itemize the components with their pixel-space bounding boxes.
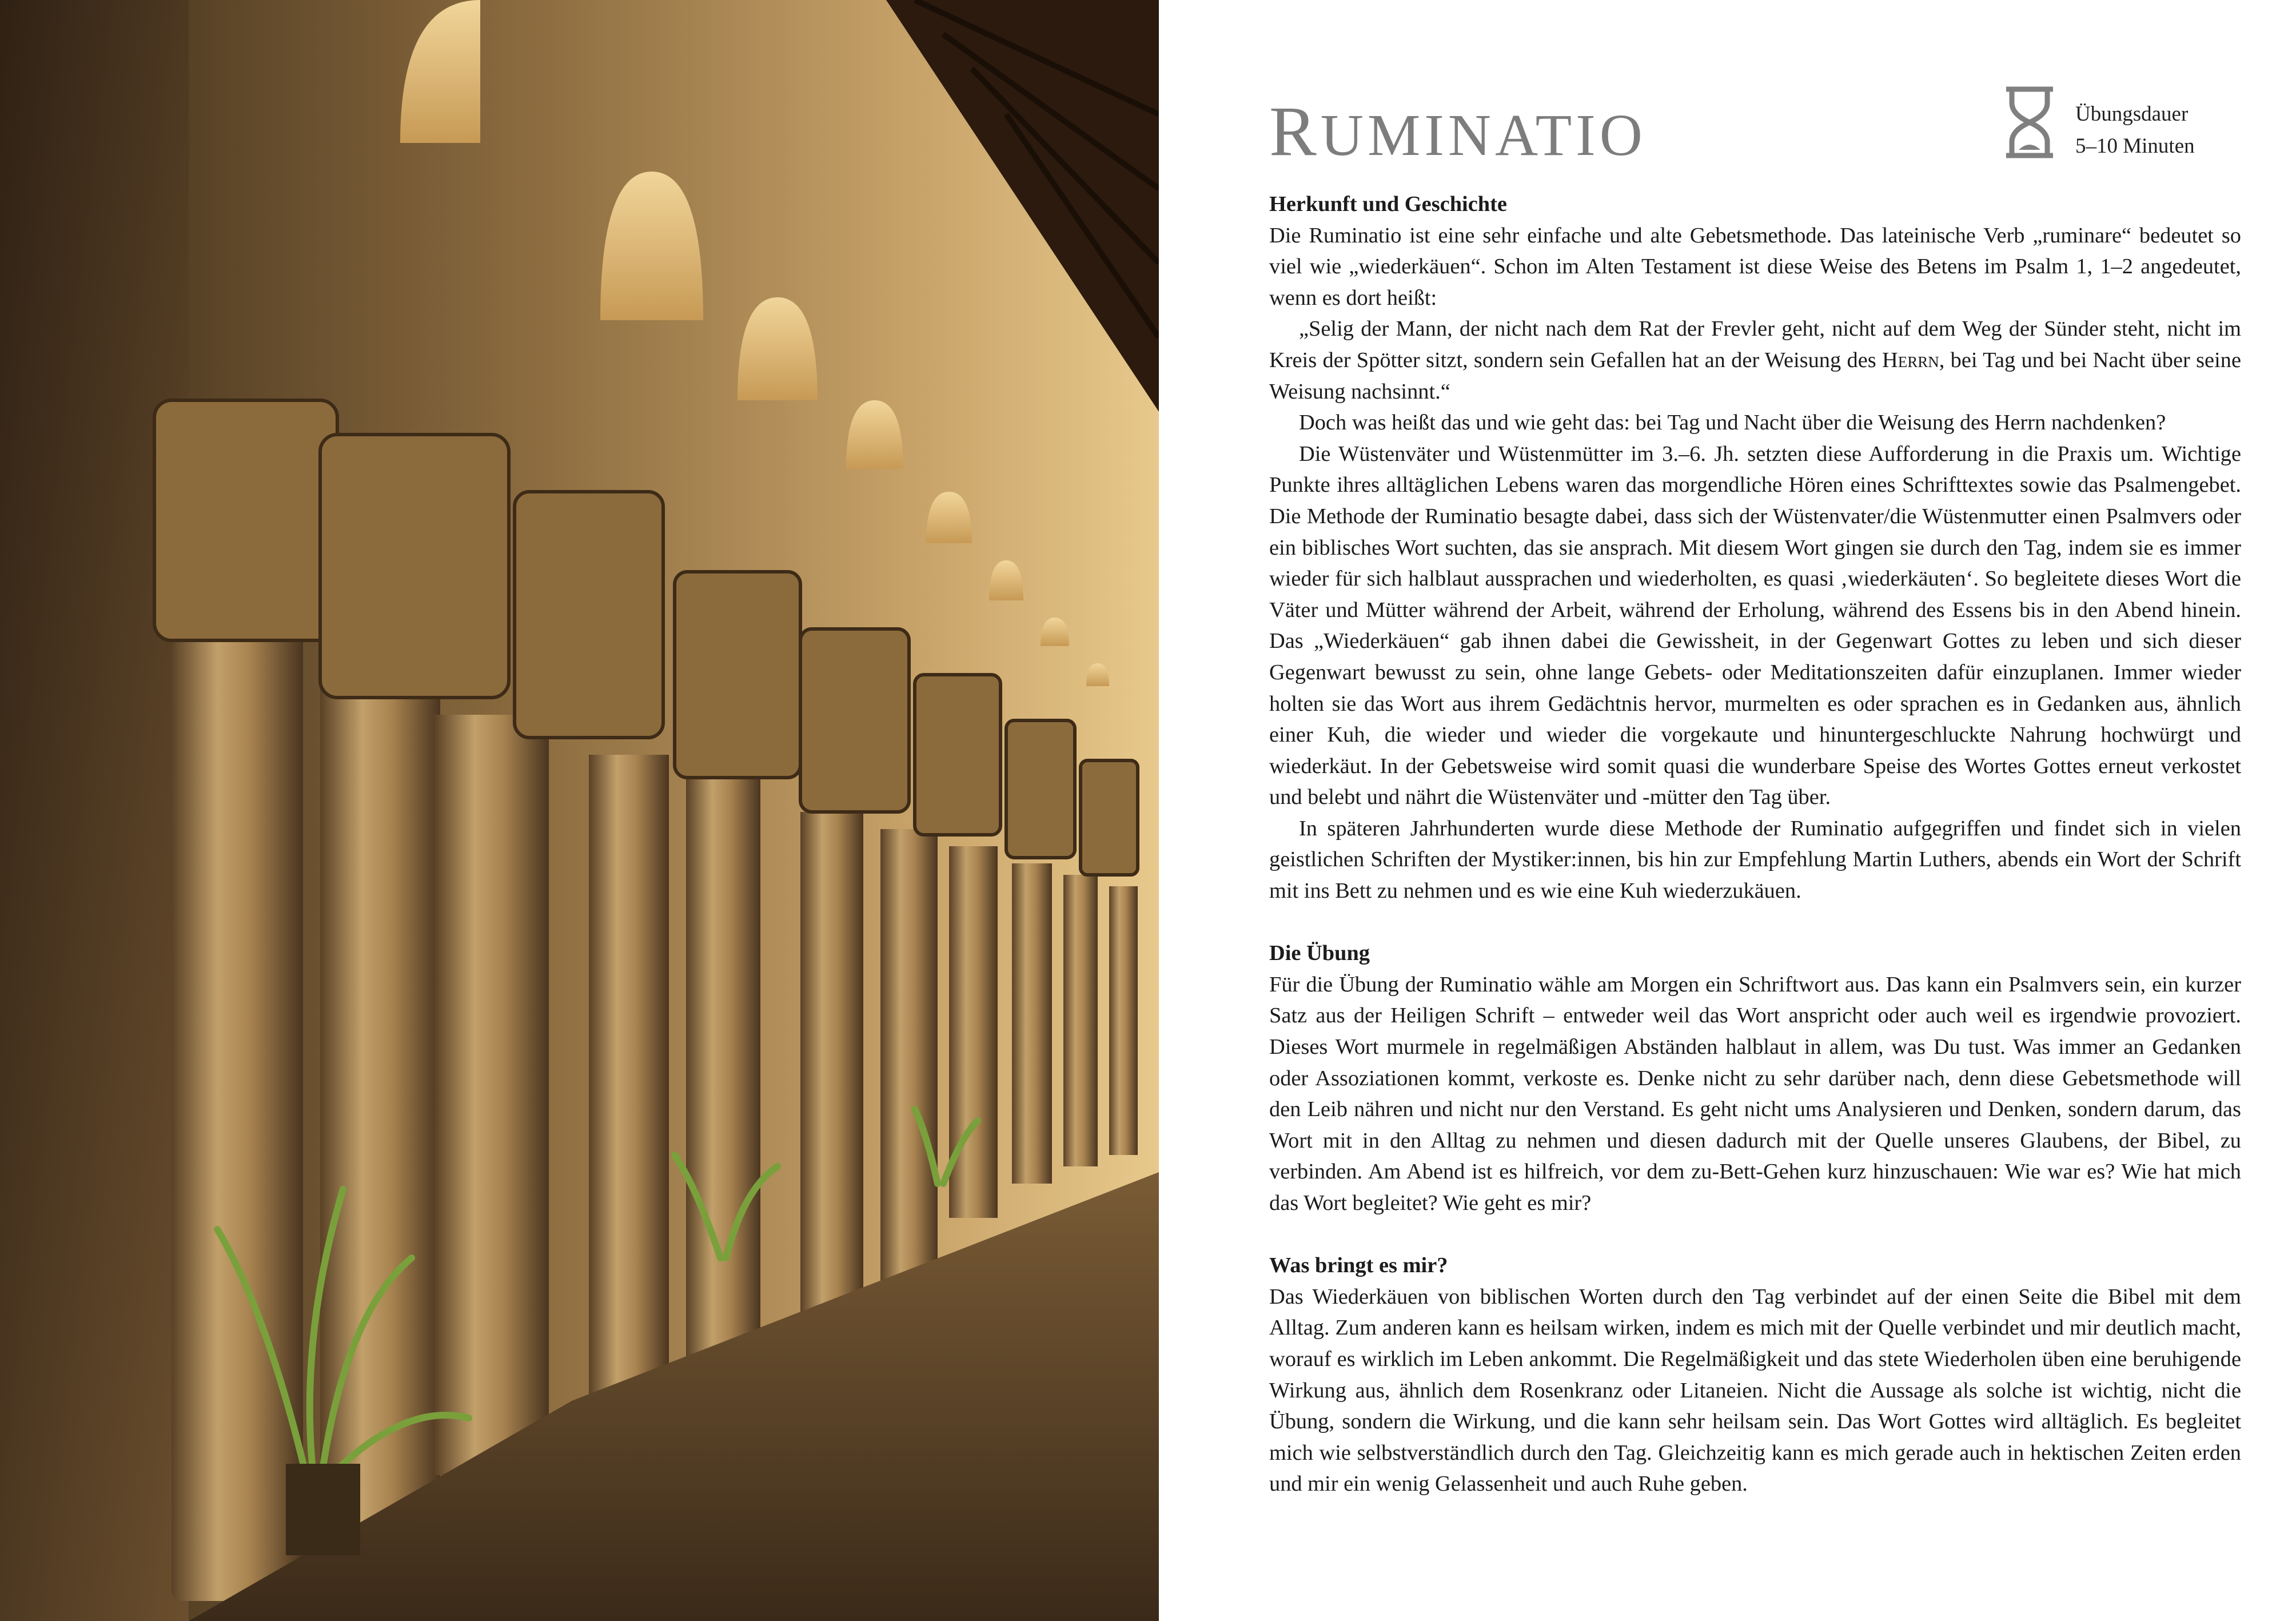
hourglass-icon <box>2004 86 2055 159</box>
section-gap <box>1269 1219 2241 1250</box>
heading-origin: Herkunft und Geschichte <box>1269 192 1507 216</box>
origin-paragraph-2: Doch was heißt das und wie geht das: bei Tag und Nacht über die Weisung des Herrn nachdenken? <box>1299 411 2166 435</box>
section-gap <box>1269 907 2241 938</box>
heading-benefit: Was bringt es mir? <box>1269 1253 1448 1278</box>
origin-paragraph-4: In späteren Jahrhunderten wurde diese Methode der Ruminatio aufgegriffen und findet sich in vielen geistlichen Schriften der Mystiker:innen, bis hin zur Empfehlung Martin Luthers, abends ein Wort der Schrift mit ins Bett zu nehmen und es wie eine Kuh wiederzukäuen. <box>1269 816 2241 903</box>
article-body <box>1269 189 2241 1500</box>
quote-part-b: , bei Tag und bei Nacht über seine Weisung nachsinnt.“ <box>1269 348 2241 404</box>
duration-label: Übungsdauer <box>2075 102 2189 126</box>
exercise-paragraph: Für die Übung der Ruminatio wähle am Morgen ein Schriftwort aus. Das kann ein Psalmvers sein, ein kurzer Satz aus der Heiligen Schrift – entweder weil das Wort anspricht oder auch weil es irgendwie provoziert. Dieses Wort murmele in regelmäßigen Abständen halblaut in allem, was Du tust. Was immer an Gedanken oder Assoziationen kommt, verkoste es. Denke nicht zu sehr darüber nach, denn diese Gebetsmethode will den Leib nähren und nicht nur den Verstand. Es geht nicht ums Analysieren und Denken, sondern darum, das Wort mit in den Alltag zu nehmen und diesen dadurch mit der Quelle unseres Glaubens, der Bibel, zu verbinden. Am Abend ist es hilfreich, vor dem zu-Bett-Gehen kurz hinzuschauen: Wie war es? Wie hat mich das Wort begleitet? Wie geht es mir? <box>1269 972 2241 1215</box>
quote-part-a: „Selig der Mann, der nicht nach dem Rat der Frevler geht, nicht auf dem Weg der Sünder steht, nicht im Kreis der Spötter sitzt, sondern sein Gefallen hat an der Weisung des <box>1269 317 2241 372</box>
heading-exercise: Die Übung <box>1269 941 1370 966</box>
duration-text <box>2075 98 2195 162</box>
benefit-paragraph: Das Wiederkäuen von biblischen Worten durch den Tag verbindet auf der einen Seite die Bibel mit dem Alltag. Zum anderen kann es heilsam wirken, indem es mich mit der Quelle verbindet und mir deutlich macht, worauf es wirklich im Leben ankommt. Die Regelmäßigkeit und das stete Wiederholen üben eine beruhigende Wirkung aus, ähnlich dem Rosenkranz oder Litaneien. Nicht die Aussage als solche ist wichtig, nicht die Übung, sondern die Wirkung, und die kann sehr heilsam sein. Das Wort Gottes wird alltäglich. Es begleitet mich wie selbstverständlich durch den Tag. Gleichzeitig kann es mich gerade auch in hektischen Zeiten erden und mir ein wenig Gelassenheit und auch Ruhe geben. <box>1269 1284 2241 1496</box>
psalm-quote <box>1269 313 2241 407</box>
duration-box <box>2004 86 2244 166</box>
duration-value: 5–10 Minuten <box>2075 134 2195 158</box>
page-title: RUMINATIO <box>1269 92 1647 170</box>
origin-paragraph-3: Die Wüstenväter und Wüstenmütter im 3.–6. Jh. setzten diese Aufforderung in die Praxis um. Wichtige Punkte ihres alltäglichen Lebens waren das morgendliche Hören eines Schrifttextes sowie das Psalmengebet. Die Methode der Ruminatio besagte dabei, dass sich der Wüstenvater/die Wüstenmutter einen Psalmvers oder ein biblisches Wort suchten, das sie ansprach. Mit diesem Wort gingen sie durch den Tag, indem sie es immer wieder für sich halblaut aussprachen und wiederholten, es quasi ‚wiederkäuten‘. So begleitete dieses Wort die Väter und Mütter während der Arbeit, während der Erholung, während des Essens bis in den Abend hinein. Das „Wiederkäuen“ gab ihnen dabei die Gewissheit, in der Gegenwart Gottes zu leben und sich dieser Gegenwart bewusst zu sein, ohne lange Gebets- oder Meditationszeiten dafür einzuplanen. Immer wieder holten sie das Wort aus ihrem Gedächtnis hervor, murmelten es oder sprachen es in Gedanken aus, ähnlich einer Kuh, die wieder und wieder die vorgekaute und hinuntergeschluckte Nahrung hochwürgt und wiederkäut. In der Gebetsweise wird somit quasi die wunderbare Speise des Wortes Gottes erneut verkostet und belebt und nährt die Wüstenväter und -mütter den Tag über. <box>1269 441 2241 810</box>
origin-paragraph-1: Die Ruminatio ist eine sehr einfache und alte Gebetsmethode. Das lateinische Verb „ruminare“ bedeutet so viel wie „wiederkäuen“. Schon im Alten Testament ist diese Weise des Betens im Psalm 1, 1–2 angedeutet, wenn es dort heißt: <box>1269 223 2241 310</box>
quote-lord: Herrn <box>1882 348 1939 372</box>
